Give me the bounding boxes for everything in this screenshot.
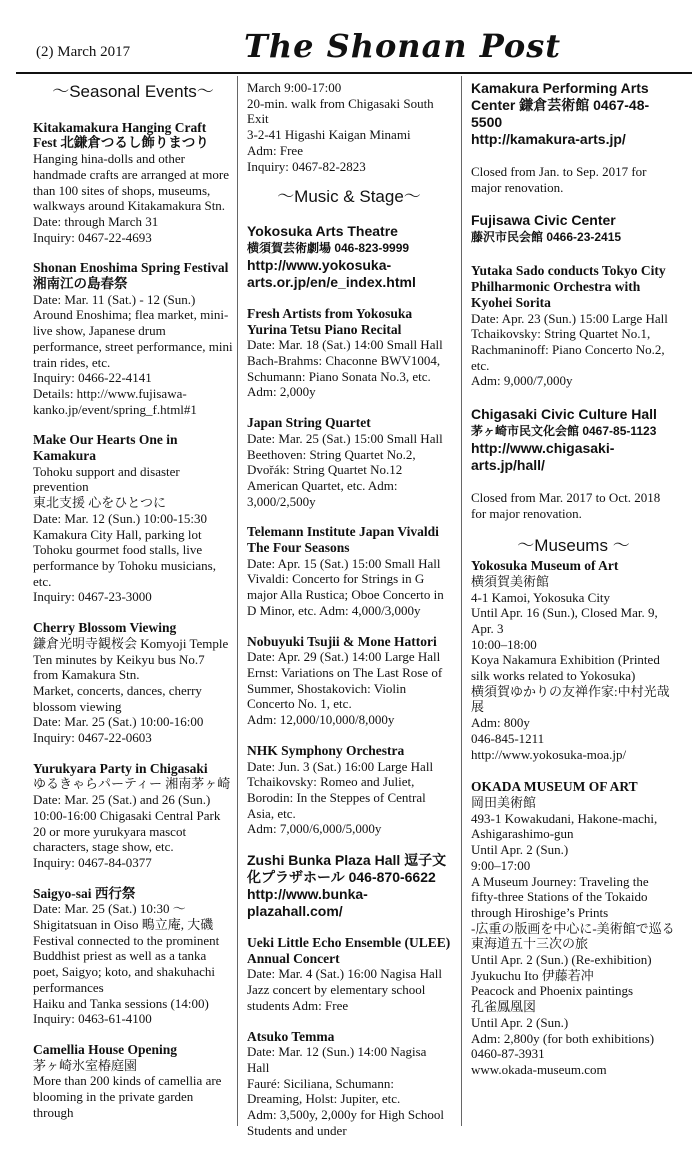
column-divider [237,76,238,1126]
event-line: Tohoku gourmet food stalls, live performance by Tohoku musicians, etc. [33,542,216,589]
event-line: Date: Mar. 11 (Sat.) - 12 (Sun.) [33,291,196,307]
column-seasonal-events [33,80,233,1135]
venue-name: Zushi Bunka Plaza Hall 逗子文化プラザホール 046-870-6622 [247,852,447,886]
zushi-events [247,935,451,1138]
event-line: 横須賀ゆかりの友禅作家:中村光哉展 [471,683,670,715]
event-block [471,779,676,1077]
event-line: More than 200 kinds of camellia are blooming in the private garden through [33,1073,222,1120]
event-line: Jyukuchu Ito 伊藤若冲 [471,967,594,983]
event-line: 493-1 Kowakudani, Hakone-machi, Ashigarashimo-gun [471,810,658,842]
event-line: Adm: 3,500y, 2,000y for High School Students and under [247,1107,445,1138]
event-line: Date: Mar. 18 (Sat.) 14:00 Small Hall [247,337,443,353]
event-line: Date: Mar. 25 (Sat.) and 26 (Sun.) [33,792,211,808]
event-line: Date: Mar. 12 (Sun.) 14:00 Nagisa Hall [247,1044,427,1075]
event-block [247,1029,451,1139]
event-block [247,743,451,837]
venue-kamakura [471,80,676,195]
venue-name: Chigasaki Civic Culture Hall [471,406,657,423]
event-line: Date: Mar. 4 (Sat.) 16:00 Nagisa Hall [247,966,442,982]
event-title: OKADA MUSEUM OF ART [471,779,638,795]
event-block [33,120,233,246]
event-line: Tchaikovsky: Romeo and Juliet, Borodin: In the Steppes of Central Asia, etc. [247,774,426,821]
venue-name: Kamakura Performing Arts Center 鎌倉芸術館 0467-48-5500 [471,80,650,130]
event-line: Date: Mar. 12 (Sun.) 10:00-15:30 [33,510,208,526]
event-line: Adm: 800y [471,715,530,731]
event-line: 4-1 Kamoi, Yokosuka City [471,589,611,605]
event-line: Around Enoshima; flea market, mini-live show, Japanese drum performance, street performance, mini train rides, etc. [33,307,233,370]
event-title: Make Our Hearts One in Kamakura [33,432,178,464]
event-block [33,620,233,746]
event-line: ゆるきゃらパーティー 湘南茅ヶ崎 [33,776,231,792]
event-line: Vivaldi: Concerto for Strings in G major Alla Rustica; Oboe Concerto in D Minor, etc. Adm: 4,000/3,000y [247,571,444,618]
event-line: Beethoven: String Quartet No.2, Dvořák: String Quartet No.12 American Quartet, etc. Adm: 3,000/2,500y [247,446,416,509]
event-line: Date: Mar. 25 (Sat.) 15:00 Small Hall [247,430,443,446]
event-line: Date: Jun. 3 (Sat.) 16:00 Large Hall [247,758,434,774]
venue-url[interactable]: http://kamakura-arts.jp/ [471,131,626,147]
column-music-stage [247,80,451,1153]
event-title: Nobuyuki Tsujii & Mone Hattori [247,633,437,649]
event-line: Until Apr. 2 (Sun.) [471,1014,569,1030]
column-divider [461,76,462,1126]
event-line: Tohoku support and disaster prevention [33,463,180,495]
event-line: Adm: 2,000y [247,384,316,400]
event-line: 孔雀鳳凰図 [471,999,537,1015]
event-line: 岡田美術館 [471,794,537,810]
event-line: Koya Nakamura Exhibition (Printed silk works related to Yokosuka) [471,652,660,684]
event-line: Inquiry: 0463-61-4100 [33,1011,152,1027]
venue-phone: 茅ヶ崎市民文化会館 0467-85-1123 [471,424,657,439]
event-line: Ernst: Variations on The Last Rose of Summer, Shostakovich: Violin Concerto No. 1, etc. [247,664,443,712]
event-block [247,634,451,728]
venue-phone: 藤沢市民会館 0466-23-2415 [471,230,622,245]
event-line: Until Apr. 16 (Sun.), Closed Mar. 9, Apr. 3 [471,605,658,636]
event-line: Details: http://www.fujisawa-kanko.jp/event/spring_f.html#1 [33,385,197,417]
event-line: Shigitatsuan in Oiso 鴫立庵, 大磯 [33,917,214,933]
section-heading-museums: ～Museums ～ [517,536,630,556]
event-block [471,558,676,762]
event-line: Adm: 2,800y (for both exhibitions) [471,1030,655,1046]
venue-url[interactable]: http://www.yokosuka-arts.or.jp/en/e_index.html [247,256,416,290]
venue-name: Yokosuka Arts Theatre [247,222,398,239]
event-line: Adm: 9,000/7,000y [471,373,573,389]
event-block [33,761,233,871]
event-line: Inquiry: 0467-82-2823 [247,158,366,174]
masthead [0,0,700,70]
event-line: 鎌倉光明寺観桜会 Komyoji Temple [33,635,229,651]
event-line: Peacock and Phoenix paintings [471,983,634,999]
event-title: Saigyo-sai 西行祭 [33,885,136,901]
event-block [247,306,451,400]
event-line: Date: Mar. 25 (Sat.) 10:00-16:00 [33,714,204,730]
event-line: Hanging hina-dolls and other handmade crafts are arranged at more than 100 sites of shops, museums, walkways around Kitakamakura Stn. [33,151,229,214]
event-line: March 9:00-17:00 [247,80,342,95]
event-line: 横須賀美術館 [471,573,550,589]
museums-list [471,558,676,1078]
venue-zushi [247,852,451,920]
event-title: Camellia House Opening [33,1041,178,1057]
event-line: Date: Apr. 15 (Sat.) 15:00 Small Hall [247,555,441,571]
event-title: Cherry Blossom Viewing [33,620,177,636]
event-block [247,524,451,618]
header-rule [16,72,692,74]
event-line: Haiku and Tanka sessions (14:00) [33,995,209,1011]
event-title: Ueki Little Echo Ensemble (ULEE) Annual Concert [247,935,451,966]
seasonal-events-list [33,120,233,1121]
event-block [33,432,233,605]
event-line: www.okada-museum.com [471,1061,607,1077]
event-line: -広重の版画を中心に-美術館で巡る東海道五十三次の旅 [471,920,675,952]
event-line: 9:00–17:00 [471,857,531,873]
event-line: http://www.yokosuka-moa.jp/ [471,746,627,762]
section-heading-seasonal: ～Seasonal Events～ [52,82,214,101]
event-line: Until Apr. 2 (Sun.) [471,842,569,858]
event-line: Bach-Brahms: Chaconne BWV1004, Schumann: Piano Sonata No.3, etc. [247,353,441,384]
venue-url[interactable]: http://www.chigasaki-arts.jp/hall/ [471,440,615,474]
event-line: Inquiry: 0467-23-3000 [33,589,152,605]
event-line: A Museum Journey: Traveling the fifty-three Stations of the Tokaido through Hiroshige’s Prints [471,873,649,920]
event-line: Festival connected to the prominent Buddhist priest as well as a tanka poet, Saigyo; koto, and shakuhachi performances [33,932,220,995]
event-block [247,415,451,509]
venue-name: Fujisawa Civic Center [471,212,616,229]
event-line: Market, concerts, dances, cherry blossom viewing [33,682,202,714]
event-line: Kamakura City Hall, parking lot [33,526,202,542]
event-line: Date: through March 31 [33,213,159,229]
event-line: Inquiry: 0466-22-4141 [33,370,152,386]
venue-url[interactable]: http://www.bunka-plazahall.com/ [247,886,368,920]
event-line: Fauré: Siciliana, Schumann: Dreaming, Holst: Jupiter, etc. [247,1075,401,1107]
event-line: 20 or more yurukyara mascot characters, stage show, etc. [33,823,187,855]
venue-yokosuka [247,223,451,291]
event-block [247,935,451,1014]
event-line: 20-min. walk from Chigasaki South Exit [247,95,434,127]
event-line: Adm: 7,000/6,000/5,000y [247,821,382,837]
event-line: 0460-87-3931 [471,1046,545,1062]
event-title: Telemann Institute Japan Vivaldi The Four Seasons [247,524,439,556]
event-line: Date: Apr. 29 (Sat.) 14:00 Large Hall [247,649,441,665]
event-title: Fresh Artists from Yokosuka Yurina Tetsu Piano Recital [247,305,413,337]
issue-label: (2) March 2017 [36,44,131,60]
event-line: Ten minutes by Keikyu bus No.7 from Kamakura Stn. [33,651,205,683]
event-line: Date: Mar. 25 (Sat.) 10:30 ～ [33,901,186,917]
event-line: Date: Apr. 23 (Sun.) 15:00 Large Hall [471,310,668,326]
event-line: 東北支援 心をひとつに [33,495,166,511]
event-title: Japan String Quartet [247,415,371,431]
event-line: Until Apr. 2 (Sun.) (Re-exhibition) [471,952,652,968]
event-block [33,260,233,417]
event-line: Inquiry: 0467-84-0377 [33,854,152,870]
event-line: Tchaikovsky: String Quartet No.1, Rachmaninoff: Piano Concerto No.2, etc. [471,326,665,373]
event-title: Kitakamakura Hanging Craft Fest 北鎌倉つるし飾りまつり [33,119,209,151]
event-title: Atsuko Temma [247,1028,335,1044]
event-title: Yutaka Sado conducts Tokyo City Philharmonic Orchestra with Kyohei Sorita [471,263,666,310]
section-heading-music: ～Music & Stage～ [277,187,421,207]
newspaper-title: The Shonan Post [244,27,562,65]
venue-chigasaki [471,406,676,521]
event-title: NHK Symphony Orchestra [247,742,405,758]
event-line: 046-845-1211 [471,730,545,746]
event-block [33,1042,233,1121]
event-line: 10:00-16:00 Chigasaki Central Park [33,807,221,823]
event-line: Adm: Free [247,142,303,158]
event-line: 10:00–18:00 [471,636,537,652]
venue-note: Closed from Jan. to Sep. 2017 for major renovation. [471,164,647,195]
venue-fujisawa [471,212,676,246]
event-line: Jazz concert by elementary school students Adm: Free [247,982,426,1013]
event-block [33,886,233,1027]
yokosuka-events [247,306,451,837]
event-fujisawa [471,263,676,389]
event-line: Inquiry: 0467-22-4693 [33,229,152,245]
continued-event [247,80,451,174]
event-title: Shonan Enoshima Spring Festival 湘南江の島春祭 [33,260,229,292]
venue-phone: 横須賀芸術劇場 046-823-9999 [247,240,410,255]
venue-note: Closed from Mar. 2017 to Oct. 2018 for major renovation. [471,490,661,521]
column-halls-museums [471,80,676,1095]
event-title: Yokosuka Museum of Art [471,558,619,574]
event-title: Yurukyara Party in Chigasaki [33,760,208,776]
event-line: Adm: 12,000/10,000/8,000y [247,712,395,728]
event-line: 茅ヶ崎氷室椿庭園 [33,1057,138,1073]
event-line: Inquiry: 0467-22-0603 [33,730,152,746]
event-line: 3-2-41 Higashi Kaigan Minami [247,127,411,143]
